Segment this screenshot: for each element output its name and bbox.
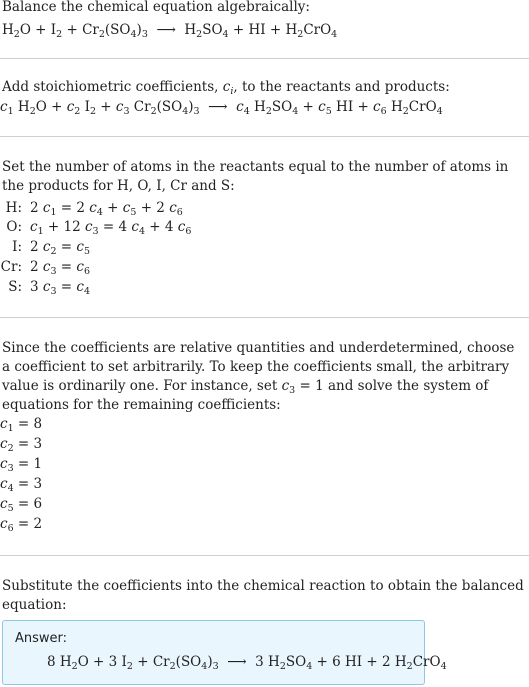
divider: [0, 58, 529, 59]
atom-equation-s: S: 3 $c_3 = c_4$: [8, 279, 91, 297]
intro-text-4: Since the coefficients are relative quantities and underdetermined, choose a coefficient to set arbitrarily. To keep the coefficients small, the arbitrary value is ordinarily one. For instance, set $c_3 = 1$ and solve the system of equations for the remaining coefficients:: [2, 340, 515, 413]
divider: [0, 317, 529, 318]
atom-equation-i: I: 2 $c_2 = c_5$: [12, 239, 91, 257]
solution-c6: $c_6 = 2$: [0, 516, 43, 534]
atom-equation-o: O: $c_1 + 12$ $c_3 = 4$ $c_4 + 4$ $c_6$: [6, 219, 192, 237]
atom-equation-cr: Cr: 2 $c_3 = c_6$: [0, 259, 91, 277]
intro-text-2: Add stoichiometric coefficients, $c_i$, to the reactants and products:: [2, 79, 450, 97]
solution-c4: $c_4 = 3$: [0, 476, 43, 494]
solution-c2: $c_2 = 3$: [0, 436, 43, 454]
atom-equation-h: H: 2 $c_1 = 2$ $c_4 + c_5 + 2$ $c_6$: [5, 200, 183, 218]
solution-c1: $c_1 = 8$: [0, 416, 43, 434]
solution-c5: $c_5 = 6$: [0, 496, 43, 514]
intro-text-1: Balance the chemical equation algebraically:: [2, 0, 310, 15]
unbalanced-equation: $H_2O + I_2 + Cr_2(SO_4)_3$ ⟶ $H_2SO_4$ + HI + $H_2CrO_4$: [2, 22, 338, 40]
answer-label: Answer:: [15, 631, 68, 646]
intro-text-3: Set the number of atoms in the reactants equal to the number of atoms in the products for H, O, I, Cr and S:: [2, 159, 509, 194]
divider: [0, 555, 529, 556]
solution-c3: $c_3 = 1$: [0, 456, 43, 474]
intro-text-5: Substitute the coefficients into the chemical reaction to obtain the balanced equation:: [2, 578, 524, 613]
balanced-equation: 8 $H_2O + 3$ $I_2 + Cr_2(SO_4)_3$ ⟶ 3 $H_2SO_4 + 6$ HI + 2 $H_2CrO_4$: [47, 654, 447, 672]
coefficient-equation: $c_1$ $H_2O + c_2$ $I_2 + c_3$ $Cr_2(SO_4)_3$ ⟶ $c_4$ $H_2SO_4 + c_5$ HI + $c_6$ $H_2CrO_4$: [0, 99, 443, 117]
answer-box: [2, 620, 447, 685]
divider: [0, 136, 529, 137]
